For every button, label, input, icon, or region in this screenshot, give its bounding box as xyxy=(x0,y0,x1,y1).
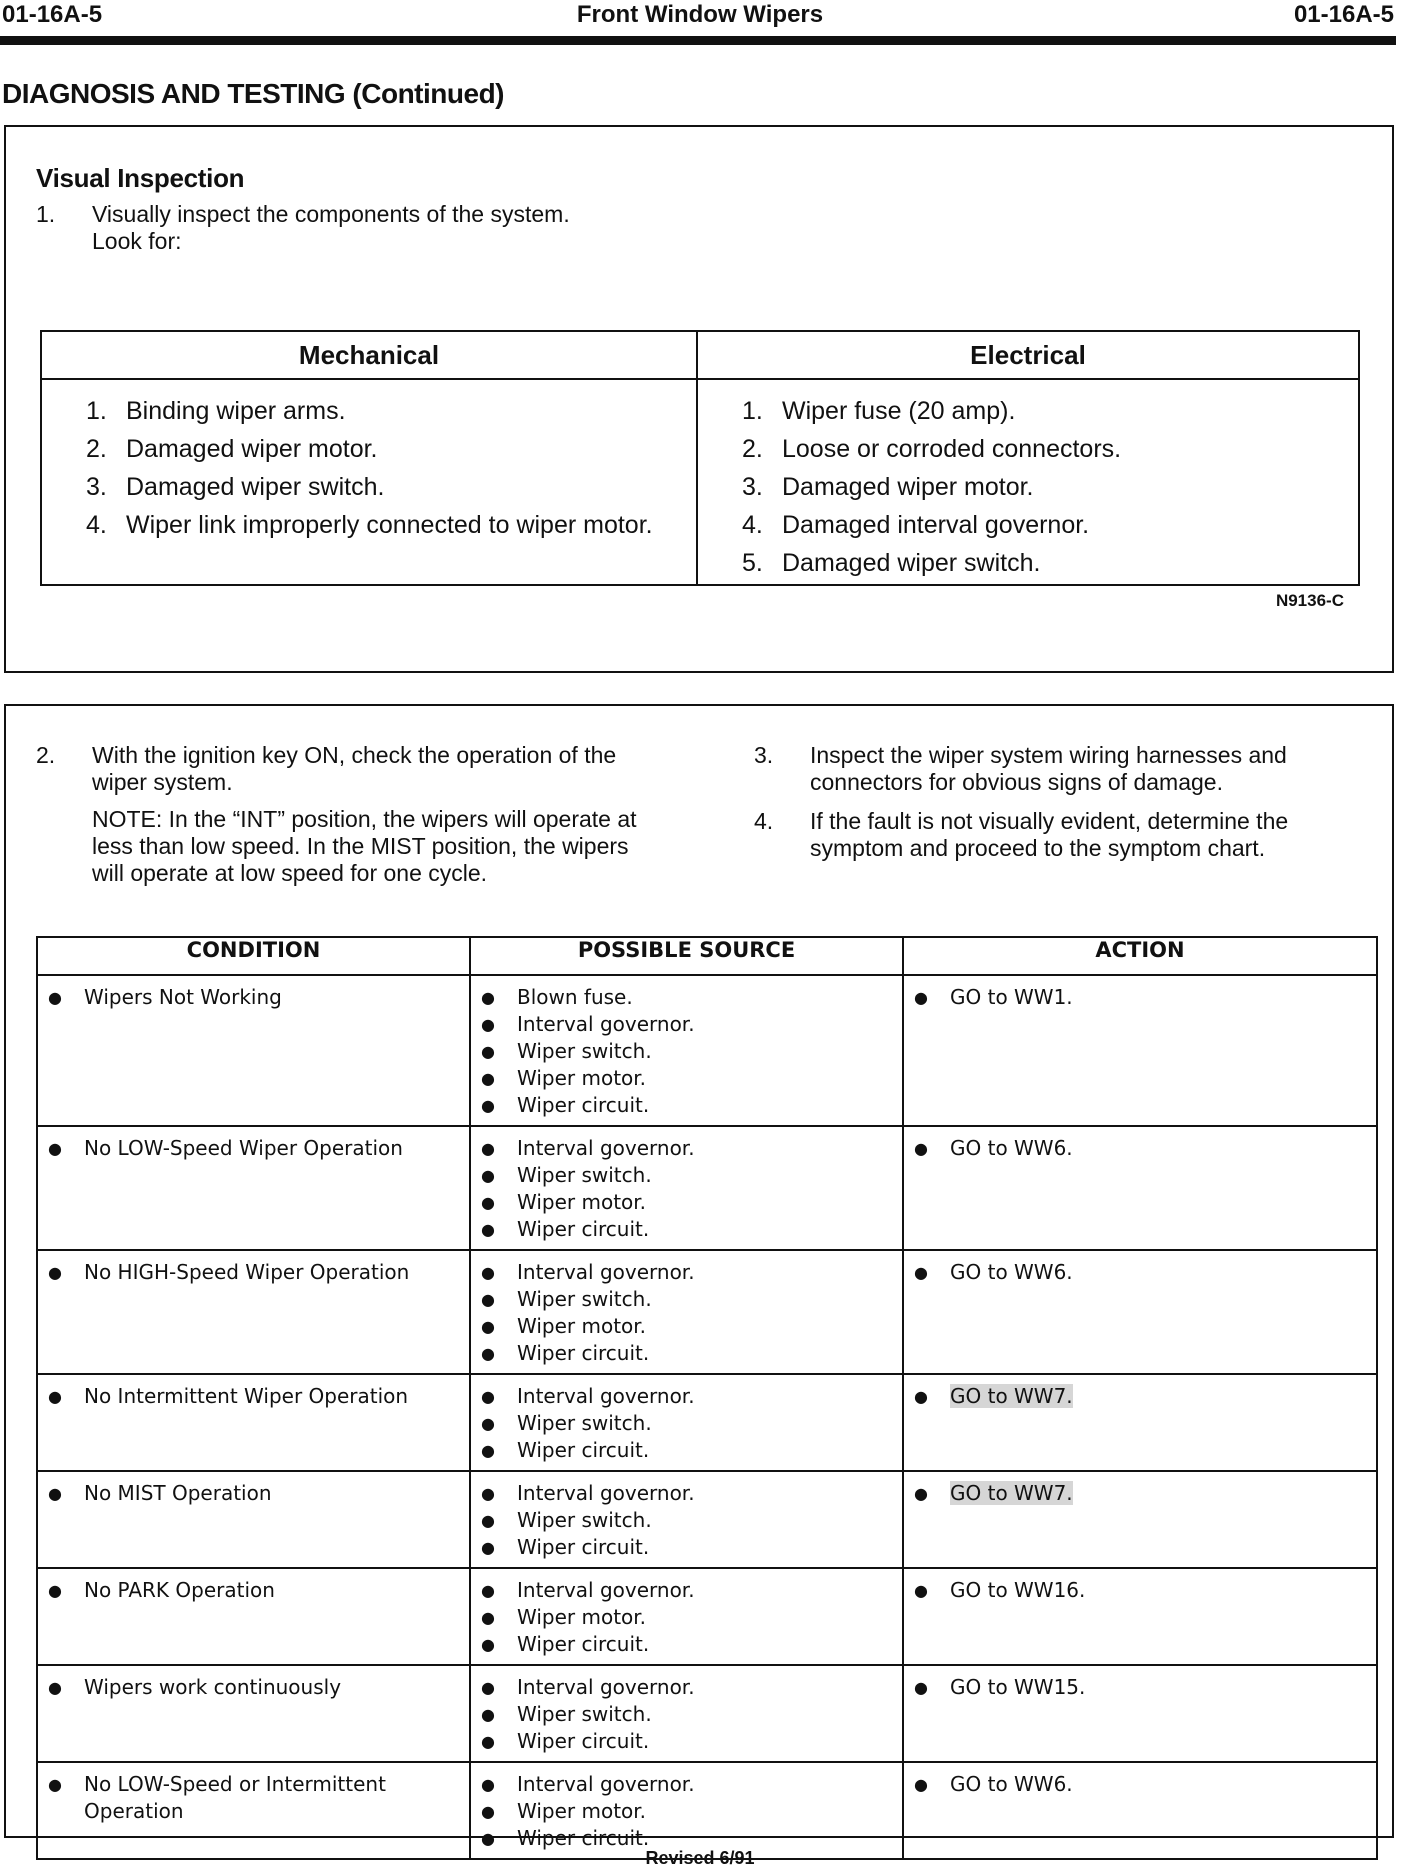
source-item: ● Interval governor. xyxy=(481,1383,894,1410)
mechanical-list xyxy=(42,380,696,541)
step-text: Visually inspect the components of the system. xyxy=(92,201,570,227)
symptom-chart-header-row xyxy=(37,937,1377,975)
list-item xyxy=(742,392,1358,430)
condition-cell xyxy=(37,1374,470,1471)
step-number: 3. xyxy=(754,742,774,768)
visual-inspection-title: Visual Inspection xyxy=(36,163,245,193)
source-item: ● Wiper motor. xyxy=(481,1604,894,1631)
step-text: Inspect the wiper system wiring harnesses and connectors for obvious signs of damage. xyxy=(810,742,1287,795)
source-item: ● Wiper circuit. xyxy=(481,1092,894,1119)
condition-text: ● Wipers work continuously xyxy=(48,1674,461,1701)
item-number: 4. xyxy=(742,511,763,539)
table-row xyxy=(37,1762,1377,1859)
symptom-section-box xyxy=(4,704,1394,1850)
possible-source-header: POSSIBLE SOURCE xyxy=(470,937,903,975)
action-cell xyxy=(903,1374,1377,1471)
condition-cell xyxy=(37,1665,470,1762)
action-text: ● GO to WW6. xyxy=(914,1259,1368,1286)
step-number: 1. xyxy=(36,201,56,227)
revision-footer: Revised 6/91 xyxy=(645,1848,755,1868)
condition-text: ● No MIST Operation xyxy=(48,1480,461,1507)
possible-source-cell xyxy=(470,1665,903,1762)
action-text: ● GO to WW16. xyxy=(914,1577,1368,1604)
list-item xyxy=(742,544,1358,582)
action-text-highlighted xyxy=(914,1383,1368,1410)
action-cell xyxy=(903,1665,1377,1762)
condition-text: ● Wipers Not Working xyxy=(48,984,461,1011)
table-row xyxy=(37,1126,1377,1250)
source-item: ● Interval governor. xyxy=(481,1577,894,1604)
source-item: ● Wiper circuit. xyxy=(481,1825,894,1852)
action-text-highlighted xyxy=(914,1480,1368,1507)
condition-text: ● No LOW-Speed Wiper Operation xyxy=(48,1135,461,1162)
source-item: ● Wiper motor. xyxy=(481,1313,894,1340)
list-item xyxy=(742,468,1358,506)
possible-source-cell xyxy=(470,1568,903,1665)
step-text: With the ignition key ON, check the operation of the wiper system. xyxy=(92,742,617,795)
action-cell xyxy=(903,1471,1377,1568)
action-text: ● GO to WW15. xyxy=(914,1674,1368,1701)
table-row xyxy=(37,1665,1377,1762)
condition-cell xyxy=(37,1126,470,1250)
item-number: 5. xyxy=(742,549,763,577)
item-text: Damaged wiper switch. xyxy=(782,549,1041,577)
list-item xyxy=(742,430,1358,468)
condition-text: ● No LOW-Speed or Intermittent Operation xyxy=(48,1771,461,1825)
source-item: ● Wiper switch. xyxy=(481,1410,894,1437)
action-text: ● GO to WW6. xyxy=(914,1135,1368,1162)
source-item: ● Wiper switch. xyxy=(481,1507,894,1534)
source-item: ● Blown fuse. xyxy=(481,984,894,1011)
condition-cell xyxy=(37,975,470,1126)
condition-cell xyxy=(37,1471,470,1568)
source-item: ● Interval governor. xyxy=(481,1011,894,1038)
list-item xyxy=(86,510,696,541)
source-item: ● Wiper circuit. xyxy=(481,1437,894,1464)
source-item: ● Wiper circuit. xyxy=(481,1728,894,1755)
item-number: 4. xyxy=(86,511,107,539)
action-cell xyxy=(903,1568,1377,1665)
page-code-left: 01-16A-5 xyxy=(2,1,103,28)
electrical-column xyxy=(698,332,1358,584)
table-row xyxy=(37,975,1377,1126)
condition-text: ● No HIGH-Speed Wiper Operation xyxy=(48,1259,461,1286)
item-text: Binding wiper arms. xyxy=(126,397,346,425)
table-row xyxy=(37,1471,1377,1568)
condition-cell xyxy=(37,1250,470,1374)
source-item: ● Wiper switch. xyxy=(481,1038,894,1065)
action-text: ● GO to WW6. xyxy=(914,1771,1368,1798)
symptom-chart xyxy=(36,936,1378,1860)
action-text: GO to WW7. xyxy=(950,1481,1073,1505)
step-number: 2. xyxy=(36,742,56,768)
item-text: Damaged wiper switch. xyxy=(126,473,385,501)
possible-source-cell xyxy=(470,1250,903,1374)
inspection-table xyxy=(40,330,1360,586)
item-number: 2. xyxy=(742,435,763,463)
source-item: ● Wiper motor. xyxy=(481,1065,894,1092)
action-header: ACTION xyxy=(903,937,1377,975)
list-item xyxy=(86,392,696,430)
action-cell xyxy=(903,1762,1377,1859)
source-item: ● Wiper circuit. xyxy=(481,1534,894,1561)
condition-cell xyxy=(37,1568,470,1665)
item-number: 3. xyxy=(742,473,763,501)
table-row xyxy=(37,1374,1377,1471)
possible-source-cell xyxy=(470,1471,903,1568)
source-item: ● Wiper switch. xyxy=(481,1286,894,1313)
step-number: 4. xyxy=(754,808,774,834)
item-text: Wiper fuse (20 amp). xyxy=(782,397,1016,425)
source-item: ● Wiper circuit. xyxy=(481,1631,894,1658)
item-text: Damaged interval governor. xyxy=(782,511,1090,539)
source-item: ● Interval governor. xyxy=(481,1135,894,1162)
item-number: 1. xyxy=(86,397,107,425)
table-row xyxy=(37,1568,1377,1665)
action-cell xyxy=(903,1126,1377,1250)
condition-text: ● No PARK Operation xyxy=(48,1577,461,1604)
list-item xyxy=(86,468,696,506)
step-text: If the fault is not visually evident, determine the symptom and proceed to the symptom chart. xyxy=(810,808,1289,861)
item-text: Damaged wiper motor. xyxy=(782,473,1034,501)
action-cell xyxy=(903,1250,1377,1374)
condition-header: CONDITION xyxy=(37,937,470,975)
list-item xyxy=(86,430,696,468)
source-item: ● Wiper motor. xyxy=(481,1189,894,1216)
header-rule xyxy=(0,36,1396,45)
figure-reference: N9136-C xyxy=(1275,591,1344,610)
source-item: ● Wiper motor. xyxy=(481,1798,894,1825)
electrical-list xyxy=(698,380,1358,582)
item-text: Wiper link improperly connected to wiper motor. xyxy=(126,511,653,539)
possible-source-cell xyxy=(470,1762,903,1859)
action-cell xyxy=(903,975,1377,1126)
source-item: ● Wiper switch. xyxy=(481,1701,894,1728)
item-text: Loose or corroded connectors. xyxy=(782,435,1122,463)
table-row xyxy=(37,1250,1377,1374)
source-item: ● Interval governor. xyxy=(481,1480,894,1507)
item-number: 3. xyxy=(86,473,107,501)
possible-source-cell xyxy=(470,1126,903,1250)
item-number: 2. xyxy=(86,435,107,463)
item-number: 1. xyxy=(742,397,763,425)
visual-inspection-box xyxy=(4,125,1394,673)
step-note: NOTE: In the “INT” position, the wipers will operate at less than low speed. In the MIST position, the wipers will operate at low speed for one cycle. xyxy=(92,806,637,886)
page-code-right: 01-16A-5 xyxy=(1293,1,1394,28)
source-item: ● Interval governor. xyxy=(481,1674,894,1701)
page-title: Front Window Wipers xyxy=(576,1,824,28)
list-item xyxy=(742,506,1358,544)
section-title: DIAGNOSIS AND TESTING (Continued) xyxy=(2,78,504,109)
source-item: ● Interval governor. xyxy=(481,1259,894,1286)
item-text: Damaged wiper motor. xyxy=(126,435,378,463)
condition-text: ● No Intermittent Wiper Operation xyxy=(48,1383,461,1410)
step-text-continued: Look for: xyxy=(92,228,182,254)
source-item: ● Wiper switch. xyxy=(481,1162,894,1189)
source-item: ● Wiper circuit. xyxy=(481,1216,894,1243)
mechanical-column xyxy=(42,332,698,584)
action-text: GO to WW7. xyxy=(950,1384,1073,1408)
source-item: ● Interval governor. xyxy=(481,1771,894,1798)
condition-cell xyxy=(37,1762,470,1859)
electrical-header: Electrical xyxy=(698,332,1358,380)
mechanical-header: Mechanical xyxy=(42,332,696,380)
action-text: ● GO to WW1. xyxy=(914,984,1368,1011)
possible-source-cell xyxy=(470,975,903,1126)
source-item: ● Wiper circuit. xyxy=(481,1340,894,1367)
possible-source-cell xyxy=(470,1374,903,1471)
